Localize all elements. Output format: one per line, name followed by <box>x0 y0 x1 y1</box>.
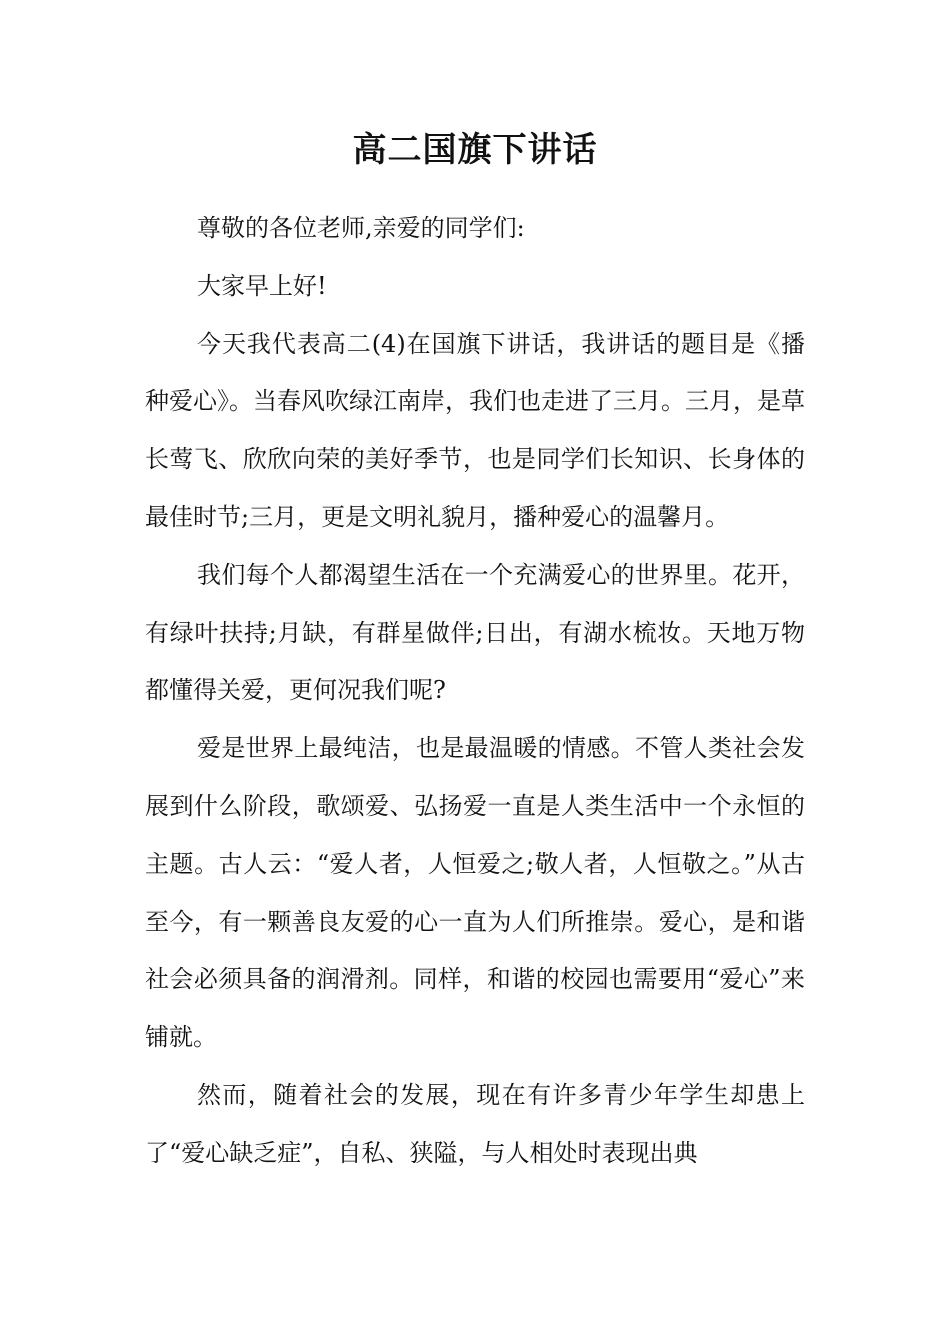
paragraph-love-is-pure: 爱是世界上最纯洁，也是最温暖的情感。不管人类社会发展到什么阶段，歌颂爱、弘扬爱一直是人类生活中一个永恒的主题。古人云：“爱人者，人恒爱之;敬人者，人恒敬之。”从古至今，有一颗善良友爱的心一直为人们所推崇。爱心，是和谐社会必须具备的润滑剂。同样，和谐的校园也需要用“爱心”来铺就。 <box>145 734 805 1052</box>
document-body <box>145 200 805 1183</box>
paragraph-good-morning: 大家早上好! <box>197 271 327 300</box>
document-title: 高二国旗下讲话 <box>352 130 598 170</box>
paragraph-greeting: 尊敬的各位老师,亲爱的同学们: <box>197 214 525 242</box>
paragraph-however: 然而，随着社会的发展，现在有许多青少年学生却患上了“爱心缺乏症”，自私、狭隘，与人相处时表现出典 <box>145 1080 805 1167</box>
paragraph-intro: 今天我代表高二(4)在国旗下讲话，我讲话的题目是《播种爱心》。当春风吹绿江南岸，我们也走进了三月。三月，是草长莺飞、欣欣向荣的美好季节，也是同学们长知识、长身体的最佳时节;三月，更是文明礼貌月，播种爱心的温馨月。 <box>145 329 805 531</box>
paragraph-desire-for-love: 我们每个人都渴望生活在一个充满爱心的世界里。花开，有绿叶扶持;月缺，有群星做伴;日出，有湖水梳妆。天地万物都懂得关爱，更何况我们呢? <box>145 560 805 705</box>
